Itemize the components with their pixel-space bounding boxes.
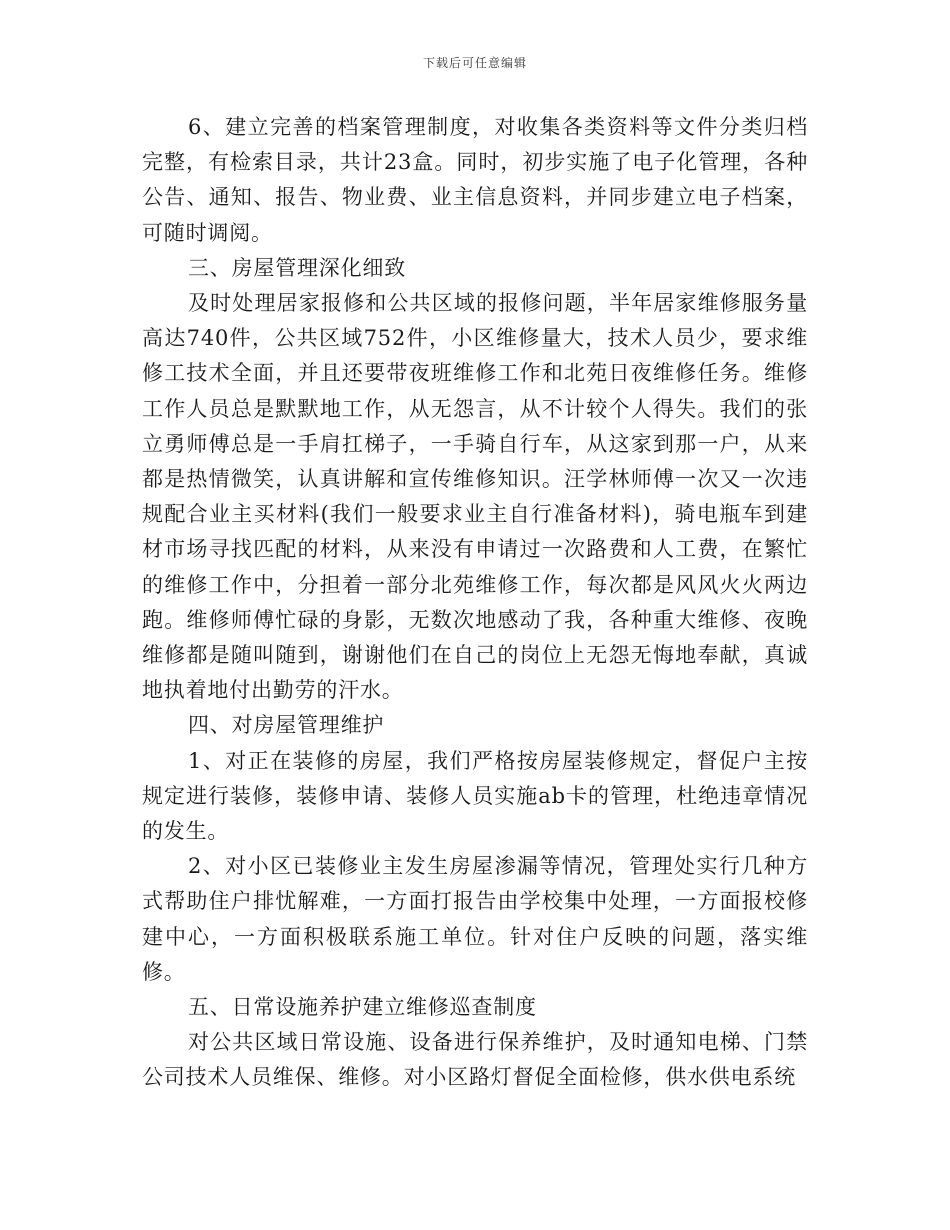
page-header-note: 下载后可任意编辑 xyxy=(422,56,527,70)
paragraph-archive-management: 6、建立完善的档案管理制度，对收集各类资料等文件分类归档完整，有检索目录，共计23盒。同时，初步实施了电子化管理，各种公告、通知、报告、物业费、业主信息资料，并同步建立电子档案，可随时调阅。 xyxy=(142,115,808,245)
paragraph-leak-handling: 2、对小区已装修业主发生房屋渗漏等情况，管理处实行几种方式帮助住户排忧解难，一方面打报告由学校集中处理，一方面报校修建中心，一方面积极联系施工单位。针对住户反映的问题，落实维修。 xyxy=(142,854,808,984)
document-body xyxy=(142,110,808,1096)
paragraph-facility-maintenance: 对公共区域日常设施、设备进行保养维护，及时通知电梯、门禁公司技术人员维保、维修。对小区路灯督促全面检修，供水供电系统 xyxy=(142,1030,808,1090)
paragraph-renovation-rules: 1、对正在装修的房屋，我们严格按房屋装修规定，督促户主按规定进行装修，装修申请、装修人员实施ab卡的管理，杜绝违章情况的发生。 xyxy=(142,748,808,844)
section-heading-facility-inspection: 五、日常设施养护建立维修巡查制度 xyxy=(188,995,537,1020)
section-heading-housing-management: 三、房屋管理深化细致 xyxy=(188,255,406,280)
paragraph-repair-service: 及时处理居家报修和公共区域的报修问题，半年居家维修服务量高达740件，公共区域752件，小区维修量大，技术人员少，要求维修工技术全面，并且还要带夜班维修工作和北苑日夜维修任务。维修工作人员总是默默地工作，从无怨言，从不计较个人得失。我们的张立勇师傅总是一手肩扛梯子，一手骑自行车，从这家到那一户，从来都是热情微笑，认真讲解和宣传维修知识。汪学林师傅一次又一次违规配合业主买材料(我们一般要求业主自行准备材料)，骑电瓶车到建材市场寻找匹配的材料，从来没有申请过一次路费和人工费，在繁忙的维修工作中，分担着一部分北苑维修工作，每次都是风风火火两边跑。维修师傅忙碌的身影，无数次地感动了我，各种重大维修、夜晚维修都是随叫随到，谢谢他们在自己的岗位上无怨无悔地奉献，真诚地执着地付出勤劳的汗水。 xyxy=(142,291,808,703)
section-heading-housing-maintenance: 四、对房屋管理维护 xyxy=(188,713,385,738)
